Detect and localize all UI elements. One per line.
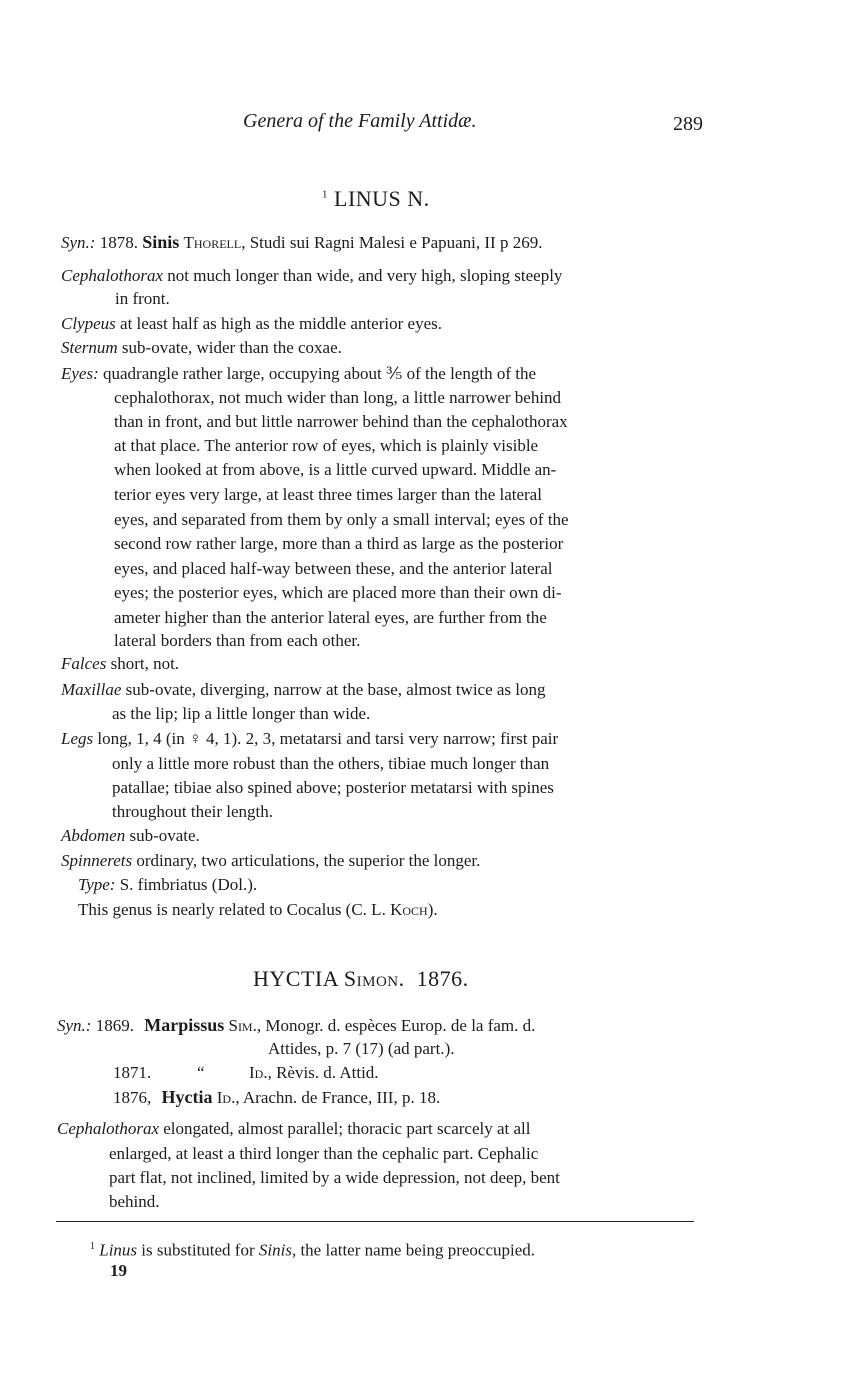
- linus-eyes: [61, 362, 536, 386]
- term: Maxillae: [61, 680, 122, 699]
- description: ordinary, two articulations, the superior the longer.: [136, 851, 481, 870]
- syn-label: Syn.:: [57, 1016, 92, 1035]
- syn-genus: Sinis: [142, 232, 180, 252]
- hyctia-synonym-2: [249, 1061, 379, 1085]
- term: Falces: [61, 654, 107, 673]
- text-line: behind.: [109, 1192, 160, 1211]
- running-title: Genera of the Family Attidæ.: [243, 110, 477, 132]
- footnote-ref: 1: [322, 188, 328, 201]
- linus-synonym: [61, 230, 542, 255]
- hyctia-cephalothorax: [57, 1117, 530, 1141]
- linus-sternum: [61, 336, 342, 360]
- text-line: only a little more robust than the others, tibiae much longer than: [112, 754, 550, 773]
- hyctia-synonym-3: [113, 1085, 440, 1110]
- syn-genus: Marpissus: [144, 1015, 225, 1035]
- footnote-genus-2: Sinis,: [258, 1240, 297, 1260]
- description: short, not.: [110, 654, 180, 673]
- page-number: 289: [673, 113, 703, 135]
- description: sub-ovate.: [129, 826, 200, 845]
- text-line: when looked at from above, is a little curved upward. Middle an-: [114, 460, 557, 479]
- text-line: eyes, and placed half-way between these, and the anterior lateral: [114, 559, 553, 578]
- text-line: second row rather large, more than a third as large as the posterior: [114, 534, 564, 553]
- linus-spinnerets: [61, 849, 480, 873]
- description: at least half as high as the middle anterior eyes.: [120, 314, 442, 333]
- footnote-rule: [56, 1221, 694, 1222]
- text-line: in front.: [115, 289, 170, 308]
- text-line: terior eyes very large, at least three times larger than the lateral: [114, 485, 542, 504]
- text-line: eyes, and separated from them by only a small interval; eyes of the: [114, 510, 569, 529]
- term: Sternum: [61, 338, 118, 357]
- type-value: S. fimbriatus (Dol.).: [119, 875, 258, 894]
- linus-title: [322, 186, 430, 212]
- hyctia-synonym-1: [57, 1013, 535, 1038]
- text-line: as the lip; lip a little longer than wide.: [112, 704, 371, 723]
- hyctia-synonym-2-ditto: “: [197, 1063, 205, 1082]
- syn-author: Id.,: [216, 1088, 240, 1107]
- text-line: eyes; the posterior eyes, which are placed more than their own di-: [114, 583, 562, 602]
- text-line: enlarged, at least a third longer than the cephalic part. Cephalic: [109, 1144, 539, 1163]
- term: Clypeus: [61, 314, 116, 333]
- linus-falces: [61, 652, 179, 676]
- linus-maxillae: [61, 678, 546, 702]
- linus-type: [78, 873, 257, 897]
- text-line: ameter higher than the anterior lateral eyes, are further from the: [114, 608, 547, 627]
- hyctia-synonym-2-year: 1871.: [113, 1063, 152, 1082]
- description: not much longer than wide, and very high, sloping steeply: [167, 266, 563, 285]
- description: elongated, almost parallel; thoracic part scarcely at all: [163, 1119, 531, 1138]
- text-line: patallae; tibiae also spined above; posterior metatarsi with spines: [112, 778, 554, 797]
- linus-note: [78, 898, 438, 922]
- term: Cephalothorax: [57, 1119, 159, 1138]
- footnote-genus: Linus: [99, 1240, 138, 1260]
- hyctia-synonym-1-cont: Attides, p. 7 (17) (ad part.).: [268, 1039, 455, 1058]
- signature-mark: 19: [110, 1261, 127, 1280]
- hyctia-title-author: Simon.: [343, 966, 405, 991]
- note-author: Koch: [390, 900, 428, 919]
- text-line: cephalothorax, not much wider than long, a little narrower behind: [114, 388, 562, 407]
- text-line: at that place. The anterior row of eyes, which is plainly visible: [114, 436, 539, 455]
- linus-clypeus: [61, 312, 442, 336]
- syn-label: Syn.:: [61, 233, 96, 252]
- syn-reference: Rèvis. d. Attid.: [276, 1063, 379, 1082]
- description: quadrangle rather large, occupying about ⅗ of the length of the: [103, 364, 537, 383]
- syn-reference: Studi sui Ragni Malesi e Papuani, II p 269.: [249, 233, 543, 252]
- linus-title-text: LINUS N.: [334, 186, 430, 211]
- syn-year: 1876,: [113, 1088, 152, 1107]
- linus-abdomen: [61, 824, 200, 848]
- syn-genus: Hyctia: [161, 1087, 213, 1107]
- term: Spinnerets: [61, 851, 133, 870]
- syn-reference: Arachn. de France, III, p. 18.: [242, 1088, 441, 1107]
- text-line: than in front, and but little narrower behind than the cephalothorax: [114, 412, 568, 431]
- text-line: lateral borders than from each other.: [114, 631, 361, 650]
- syn-author: Thorell,: [183, 233, 246, 252]
- syn-reference: Monogr. d. espèces Europ. de la fam. d.: [265, 1016, 536, 1035]
- note-suffix: ).: [427, 900, 438, 919]
- note-text: This genus is nearly related to Cocalus (C. L.: [78, 900, 386, 919]
- description: sub-ovate, diverging, narrow at the base, almost twice as long: [125, 680, 546, 699]
- text-line: part flat, not inclined, limited by a wide depression, not deep, bent: [109, 1168, 560, 1187]
- footnote-text-2: the latter name being preoccupied.: [300, 1240, 536, 1260]
- description: sub-ovate, wider than the coxae.: [121, 338, 342, 357]
- term: Eyes:: [61, 364, 99, 383]
- description: long, 1, 4 (in ♀ 4, 1). 2, 3, metatarsi and tarsi very narrow; first pair: [97, 729, 559, 748]
- footnote: [90, 1235, 535, 1263]
- term: Cephalothorax: [61, 266, 163, 285]
- type-label: Type:: [78, 875, 116, 894]
- term: Abdomen: [61, 826, 126, 845]
- hyctia-title-year: 1876.: [416, 966, 469, 991]
- syn-author: Id.,: [249, 1063, 272, 1082]
- text-line: throughout their length.: [112, 802, 274, 821]
- linus-legs: [61, 727, 558, 751]
- hyctia-title: [253, 966, 469, 992]
- syn-year: 1878.: [99, 233, 138, 252]
- footnote-text: is substituted for: [141, 1240, 255, 1260]
- linus-cephalothorax: [61, 264, 562, 288]
- hyctia-title-main: HYCTIA: [253, 966, 338, 991]
- syn-author: Sim.,: [228, 1016, 262, 1035]
- footnote-mark: 1: [90, 1241, 95, 1252]
- syn-year: 1869.: [95, 1016, 134, 1035]
- term: Legs: [61, 729, 94, 748]
